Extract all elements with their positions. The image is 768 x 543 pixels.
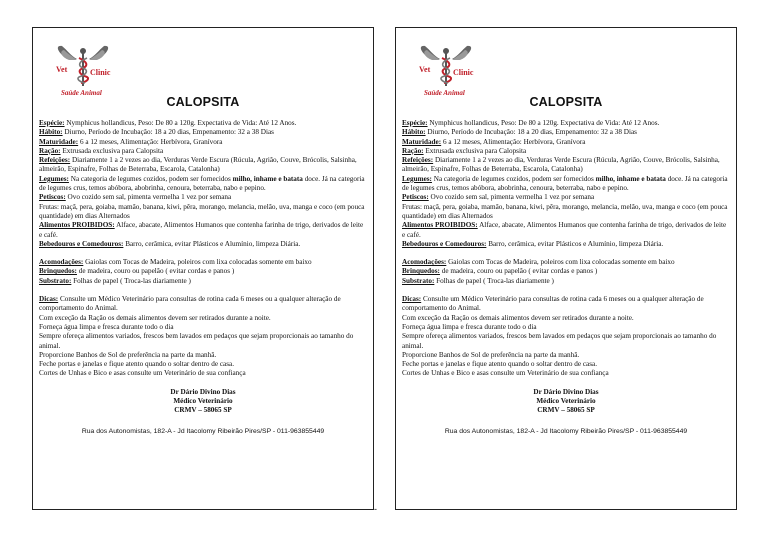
logo-word-vet: Vet — [56, 65, 68, 74]
especie-line: Espécie: Nymphicus hollandicus, Peso: De 80 a 120g. Expectativa de Vida: Até 12 Anos. — [402, 119, 660, 127]
dicas-line: Dicas: Consulte um Médico Veterinário para consultas de rotina cada 6 meses ou a qualquer alteração de comportamento do Animal. — [39, 295, 341, 313]
racao-line: Ração: Extrusada exclusiva para Calopsita — [39, 146, 164, 155]
petiscos-line: Petiscos: Ovo cozido sem sal, pimenta vermelha 1 vez por semana — [402, 193, 595, 202]
maturidade-label: Maturidade: — [39, 137, 79, 146]
proibidos-line: Alimentos PROIBIDOS: Alface, abacate, Alimentos Humanos que contenha farinha de trigo, derivados de leite e café. — [39, 221, 364, 239]
refeicoes-label: Refeições: — [402, 156, 434, 165]
vet-crmv: CRMV – 58065 SP — [174, 406, 232, 415]
care-sheet-content — [402, 119, 730, 436]
petiscos-line: Petiscos: Ovo cozido sem sal, pimenta vermelha 1 vez por semana — [39, 193, 232, 202]
logo-word-clinic: Clinic — [453, 68, 474, 77]
veterinarian-signature — [39, 388, 367, 416]
dica-line: Forneça água limpa e fresca durante todo o dia — [402, 322, 537, 331]
habito-label: Hábito: — [39, 128, 63, 137]
vet-clinic-logo — [53, 42, 113, 98]
vet-name: Dr Dário Divino Dias — [170, 387, 236, 396]
caduceus-logo-icon — [416, 42, 476, 98]
especie-label: Espécie: — [39, 119, 65, 127]
vet-clinic-logo — [416, 42, 476, 98]
maturidade-line: Maturidade: 6 a 12 meses, Alimentação: Herbívora, Granívora — [39, 137, 223, 146]
frutas-line: Frutas: maçã, pera, goiaba, mamão, banana, kiwi, pêra, morango, melancia, melão, uva, manga e coco (em pouca quantidade) em dias Alternados — [39, 202, 365, 220]
legumes-label: Legumes: — [402, 174, 432, 183]
maturidade-line: Maturidade: 6 a 12 meses, Alimentação: Herbívora, Granívora — [402, 137, 586, 146]
especie-line: Espécie: Nymphicus hollandicus, Peso: De 80 a 120g. Expectativa de Vida: Até 12 Anos. — [39, 119, 297, 127]
dica-line: Proporcione Banhos de Sol de preferência na parte da manhã. — [402, 350, 580, 359]
logo-tagline: Saúde Animal — [61, 89, 102, 97]
edge-mark: - — [374, 504, 377, 514]
maturidade-label: Maturidade: — [402, 137, 442, 146]
dica-line: Cortes de Unhas e Bico e asas consulte um Veterinário de sua confiança — [402, 369, 609, 378]
refeicoes-label: Refeições: — [39, 156, 71, 165]
dica-line: Feche portas e janelas e fique atento quando o soltar dentro de casa. — [39, 360, 234, 369]
dica-line: Com exceção da Ração os demais alimentos devem ser retirados durante a noite. — [39, 313, 271, 322]
habito-label: Hábito: — [402, 128, 426, 137]
care-sheet-content — [39, 119, 367, 436]
habito-line: Hábito: Diurno, Período de Incubação: 18 a 20 dias, Empenamento: 32 a 38 Dias — [402, 128, 637, 137]
vet-crmv: CRMV – 58065 SP — [537, 406, 595, 415]
care-sheet-right — [395, 27, 737, 510]
document-title: CALOPSITA — [166, 95, 240, 109]
dicas-line: Dicas: Consulte um Médico Veterinário para consultas de rotina cada 6 meses ou a qualquer alteração de comportamento do Animal. — [402, 295, 704, 313]
petiscos-label: Petiscos: — [402, 193, 429, 202]
clinic-address-footer: Rua dos Autonomistas, 182-A - Jd Itacolomy Ribeirão Pires/SP - 011-963855449 — [81, 427, 325, 435]
dica-line: Feche portas e janelas e fique atento quando o soltar dentro de casa. — [402, 360, 597, 369]
clinic-address-footer: Rua dos Autonomistas, 182-A - Jd Itacolomy Ribeirão Pires/SP - 011-963855449 — [444, 427, 688, 435]
bebedouros-line: Bebedouros e Comedouros: Barro, cerâmica, evitar Plásticos e Alumínio, limpeza Diária. — [402, 239, 664, 248]
substrato-label: Substrato: — [39, 276, 72, 285]
dica-line: Sempre ofereça alimentos variados, frescos bem lavados em pedaços que sejam proporcionais ao tamanho do animal. — [39, 332, 354, 350]
vet-role: Médico Veterinário — [536, 397, 596, 406]
brinquedos-line: Brinquedos: de madeira, couro ou papelão ( evitar cordas e panos ) — [39, 267, 235, 276]
petiscos-label: Petiscos: — [39, 193, 66, 202]
dicas-label: Dicas: — [39, 295, 59, 304]
dicas-label: Dicas: — [402, 295, 422, 304]
acomodacoes-label: Acomodações: — [39, 258, 84, 267]
substrato-line: Substrato: Folhas de papel ( Troca-las diariamente ) — [402, 276, 554, 285]
habito-line: Hábito: Diurno, Período de Incubação: 18 a 20 dias, Empenamento: 32 a 38 Dias — [39, 128, 274, 137]
acomodacoes-label: Acomodações: — [402, 258, 447, 267]
vet-role: Médico Veterinário — [173, 397, 233, 406]
dica-line: Forneça água limpa e fresca durante todo o dia — [39, 322, 174, 331]
bebedouros-label: Bebedouros e Comedouros: — [402, 239, 487, 248]
substrato-label: Substrato: — [402, 276, 435, 285]
refeicoes-line: Refeições: Diariamente 1 a 2 vezes ao dia, Verduras Verde Escura (Rúcula, Agrião, Couve, Brócolis, Salsinha, almeirão, Espinafre, Folhas de Beterraba, Escarola, Catalonha) — [402, 156, 720, 174]
proibidos-label: Alimentos PROIBIDOS: — [39, 221, 115, 230]
legumes-line: Legumes: Na categoria de legumes cozidos, podem ser fornecidos milho, inhame e batata doce. Já na categoria de legumes crus, temos abóbora, abobrinha, cenoura, beterraba, nabo e pepino. — [39, 174, 365, 193]
dica-line: Sempre ofereça alimentos variados, frescos bem lavados em pedaços que sejam proporcionais ao tamanho do animal. — [402, 332, 717, 350]
care-sheet-left — [32, 27, 374, 510]
racao-label: Ração: — [39, 146, 61, 155]
legumes-line: Legumes: Na categoria de legumes cozidos, podem ser fornecidos milho, inhame e batata doce. Já na categoria de legumes crus, temos abóbora, abobrinha, cenoura, beterraba, nabo e pepino. — [402, 174, 728, 193]
bebedouros-line: Bebedouros e Comedouros: Barro, cerâmica, evitar Plásticos e Alumínio, limpeza Diária. — [39, 239, 301, 248]
acomodacoes-line: Acomodações: Gaiolas com Tocas de Madeira, poleiros com lixa colocadas somente em baixo — [39, 258, 312, 267]
legumes-label: Legumes: — [39, 174, 69, 183]
especie-label: Espécie: — [402, 119, 428, 127]
proibidos-line: Alimentos PROIBIDOS: Alface, abacate, Alimentos Humanos que contenha farinha de trigo, derivados de leite e café. — [402, 221, 727, 239]
racao-label: Ração: — [402, 146, 424, 155]
refeicoes-line: Refeições: Diariamente 1 a 2 vezes ao dia, Verduras Verde Escura (Rúcula, Agrião, Couve, Brócolis, Salsinha, almeirão, Espinafre, Folhas de Beterraba, Escarola, Catalonha) — [39, 156, 357, 174]
proibidos-label: Alimentos PROIBIDOS: — [402, 221, 478, 230]
bebedouros-label: Bebedouros e Comedouros: — [39, 239, 124, 248]
frutas-line: Frutas: maçã, pera, goiaba, mamão, banana, kiwi, pêra, morango, melancia, melão, uva, manga e coco (em pouca quantidade) em dias Alternados — [402, 202, 728, 220]
brinquedos-line: Brinquedos: de madeira, couro ou papelão ( evitar cordas e panos ) — [402, 267, 598, 276]
dica-line: Cortes de Unhas e Bico e asas consulte um Veterinário de sua confiança — [39, 369, 246, 378]
brinquedos-label: Brinquedos: — [39, 267, 77, 276]
dica-line: Proporcione Banhos de Sol de preferência na parte da manhã. — [39, 350, 217, 359]
brinquedos-label: Brinquedos: — [402, 267, 440, 276]
logo-word-clinic: Clinic — [90, 68, 111, 77]
dica-line: Com exceção da Ração os demais alimentos devem ser retirados durante a noite. — [402, 313, 634, 322]
veterinarian-signature — [402, 388, 730, 416]
racao-line: Ração: Extrusada exclusiva para Calopsita — [402, 146, 527, 155]
substrato-line: Substrato: Folhas de papel ( Troca-las diariamente ) — [39, 276, 191, 285]
acomodacoes-line: Acomodações: Gaiolas com Tocas de Madeira, poleiros com lixa colocadas somente em baixo — [402, 258, 675, 267]
logo-tagline: Saúde Animal — [424, 89, 465, 97]
document-title: CALOPSITA — [529, 95, 603, 109]
vet-name: Dr Dário Divino Dias — [533, 387, 599, 396]
caduceus-logo-icon — [53, 42, 113, 98]
logo-word-vet: Vet — [419, 65, 431, 74]
